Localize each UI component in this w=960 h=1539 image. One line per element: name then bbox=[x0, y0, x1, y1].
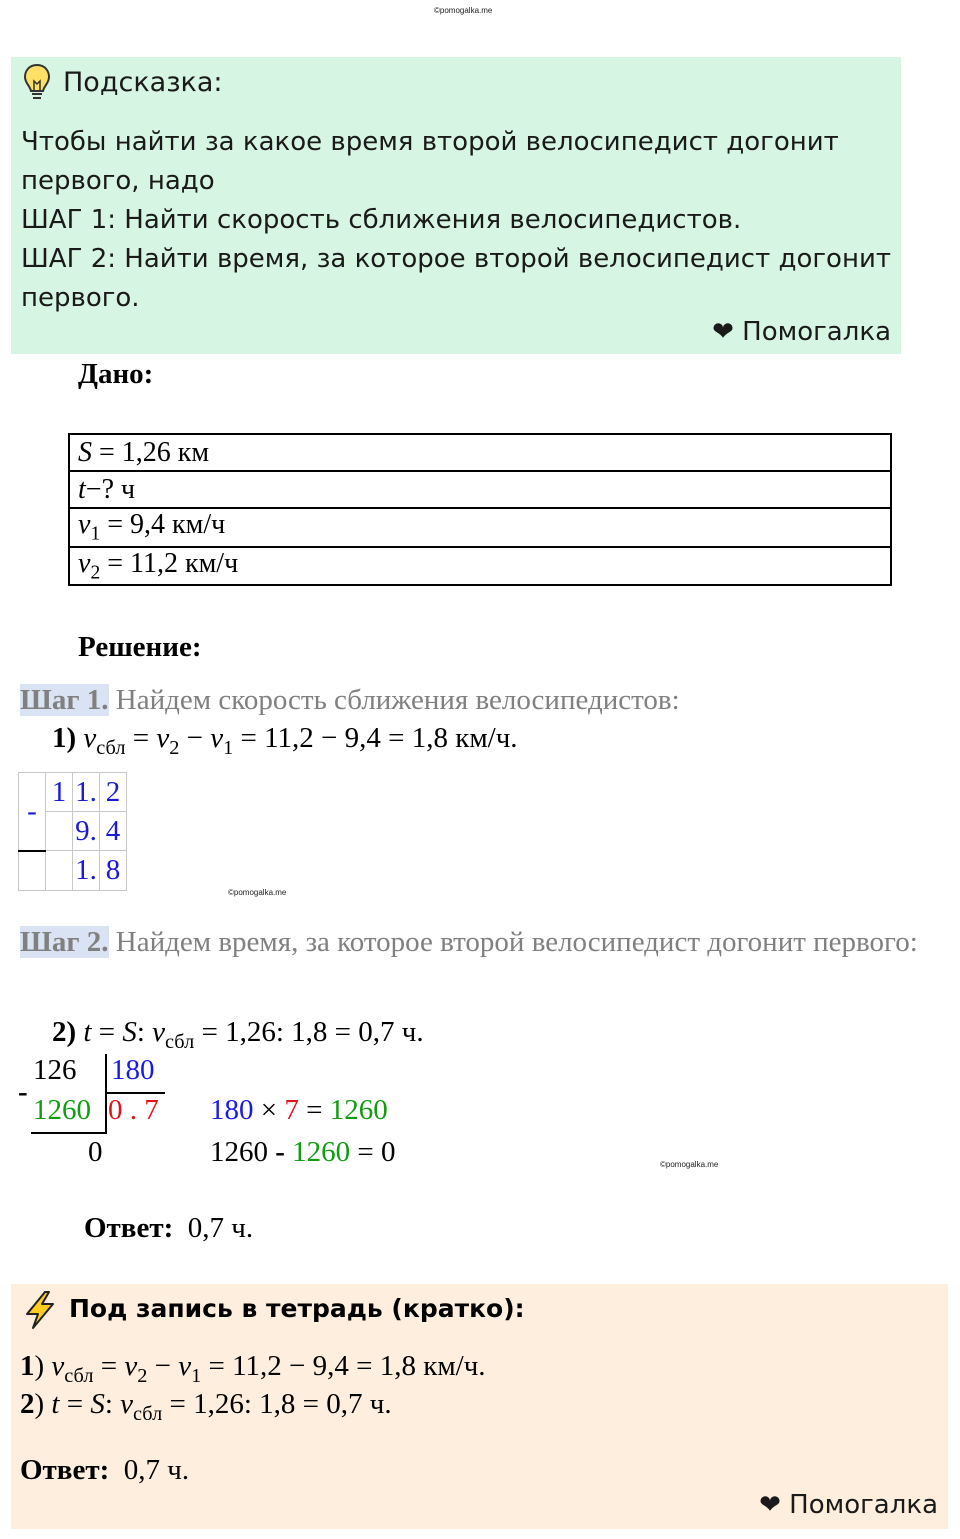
given-sub: 1 bbox=[90, 523, 101, 545]
step2-label: Шаг 2. bbox=[20, 926, 109, 958]
answer-label: Ответ: bbox=[84, 1212, 174, 1244]
eq-text: = 11,2 − 9,4 = 1,8 км/ч. bbox=[208, 1350, 486, 1382]
grid-cell: 1. bbox=[73, 773, 100, 812]
step1-text: Найдем скорость сближения велосипедистов: bbox=[108, 684, 680, 716]
solution-heading: Решение: bbox=[78, 631, 202, 663]
answer-value: 0,7 ч. bbox=[123, 1454, 190, 1486]
eq-number: 2 bbox=[20, 1388, 35, 1420]
signature-text: Помогалка bbox=[742, 317, 891, 347]
hint-step1-label: ШАГ 1: bbox=[21, 205, 117, 235]
eq-text: = 1,26: 1,8 = 0,7 ч. bbox=[201, 1016, 424, 1048]
watermark: ©pomogalka.me bbox=[228, 888, 287, 897]
grid-cell bbox=[46, 812, 73, 851]
given-row bbox=[69, 547, 891, 586]
minus-sign: - bbox=[18, 1076, 28, 1108]
hint-box bbox=[11, 57, 901, 354]
grid-cell: 1 bbox=[46, 773, 73, 812]
notebook-title: Под запись в тетрадь (кратко): bbox=[69, 1294, 525, 1323]
step2-line bbox=[20, 923, 920, 962]
heart-icon: ❤ bbox=[759, 1490, 781, 1520]
notebook-eq-2: 2) t = S: $v_{сбл} = 1,26$: 1,8 = 0,7 ч. bbox=[20, 1388, 392, 1425]
signature-text: Помогалка bbox=[789, 1490, 938, 1520]
dividend: 126 bbox=[33, 1054, 77, 1086]
subtraction-grid bbox=[18, 772, 127, 891]
given-heading: Дано: bbox=[78, 358, 154, 390]
answer bbox=[84, 1212, 253, 1245]
eq-text: = 11,2 − 9,4 = 1,8 км/ч. bbox=[240, 722, 518, 754]
notebook-eq-1: 1) $v_{сбл} = v_2 - v_1 = 11,2 - 9,4 = 1,8$ км/ч. bbox=[20, 1350, 486, 1387]
given-row bbox=[69, 434, 891, 471]
given-sub: 2 bbox=[90, 562, 101, 584]
heart-icon: ❤ bbox=[712, 317, 734, 347]
notebook-box bbox=[11, 1284, 948, 1529]
check-line-2: 1260 - 1260 = 0 bbox=[210, 1136, 396, 1168]
hint-body bbox=[21, 123, 891, 318]
grid-cell: 2 bbox=[100, 773, 127, 812]
lightbulb-icon bbox=[23, 63, 51, 105]
grid-cell: 8 bbox=[100, 851, 127, 891]
eq-number: 1 bbox=[20, 1350, 35, 1382]
divisor: 180 bbox=[111, 1054, 155, 1086]
watermark: ©pomogalka.me bbox=[660, 1160, 719, 1169]
equation-2: 2) t = S: $v_{сбл} = 1,26$: 1,8 = 0,7 ч. bbox=[52, 1016, 424, 1053]
hint-title: Подсказка: bbox=[63, 67, 223, 98]
given-table bbox=[68, 433, 892, 586]
given-var: S bbox=[78, 436, 92, 468]
product: 1260 bbox=[33, 1094, 91, 1126]
eq-number: 1) bbox=[52, 722, 77, 754]
grid-cell: 9. bbox=[73, 812, 100, 851]
notebook-signature bbox=[759, 1490, 938, 1520]
grid-cell: 4 bbox=[100, 812, 127, 851]
check-line-1: 180 × 7 = 1260 bbox=[210, 1094, 388, 1126]
grid-cell: 1. bbox=[73, 851, 100, 891]
step1-line bbox=[20, 684, 680, 717]
given-var: v bbox=[78, 547, 91, 579]
hint-signature bbox=[712, 317, 891, 347]
given-row bbox=[69, 471, 891, 508]
hint-step1-text: Найти скорость сближения велосипедистов. bbox=[116, 205, 742, 235]
lightning-icon bbox=[21, 1290, 59, 1335]
hint-line: Чтобы найти за какое время второй велосипедист догонит первого, надо bbox=[21, 127, 839, 196]
given-var: v bbox=[78, 509, 91, 540]
notebook-answer bbox=[20, 1454, 189, 1487]
given-value: = 1,26 км bbox=[92, 436, 210, 468]
given-value: −? ч bbox=[85, 473, 136, 505]
answer-label: Ответ: bbox=[20, 1454, 110, 1486]
given-value: = 9,4 км/ч bbox=[100, 509, 226, 540]
eq-text: = 1,26: 1,8 = 0,7 ч. bbox=[169, 1388, 392, 1420]
given-row bbox=[69, 508, 891, 547]
remainder-line bbox=[31, 1132, 107, 1134]
given-value: = 11,2 км/ч bbox=[100, 547, 239, 579]
step2-text: Найдем время, за которое второй велосипедист догонит первого: bbox=[108, 926, 918, 958]
quotient: 0 . 7 bbox=[108, 1094, 159, 1126]
given-var: t bbox=[78, 473, 86, 505]
equation-1: 1) $v_{сбл} = v_2 - v_1 = 11,2 - 9,4 = 1,8$ км/ч. bbox=[52, 722, 518, 759]
grid-cell bbox=[46, 851, 73, 891]
hint-step2-label: ШАГ 2: bbox=[21, 244, 117, 274]
step1-label: Шаг 1. bbox=[20, 684, 109, 716]
remainder: 0 bbox=[88, 1136, 103, 1168]
hint-step2-text: Найти время, за которое второй велосипедист догонит первого. bbox=[21, 244, 891, 313]
answer-value: 0,7 ч. bbox=[187, 1212, 254, 1244]
watermark: ©pomogalka.me bbox=[434, 6, 493, 15]
eq-number: 2) bbox=[52, 1016, 77, 1048]
minus-sign: - bbox=[19, 773, 46, 851]
